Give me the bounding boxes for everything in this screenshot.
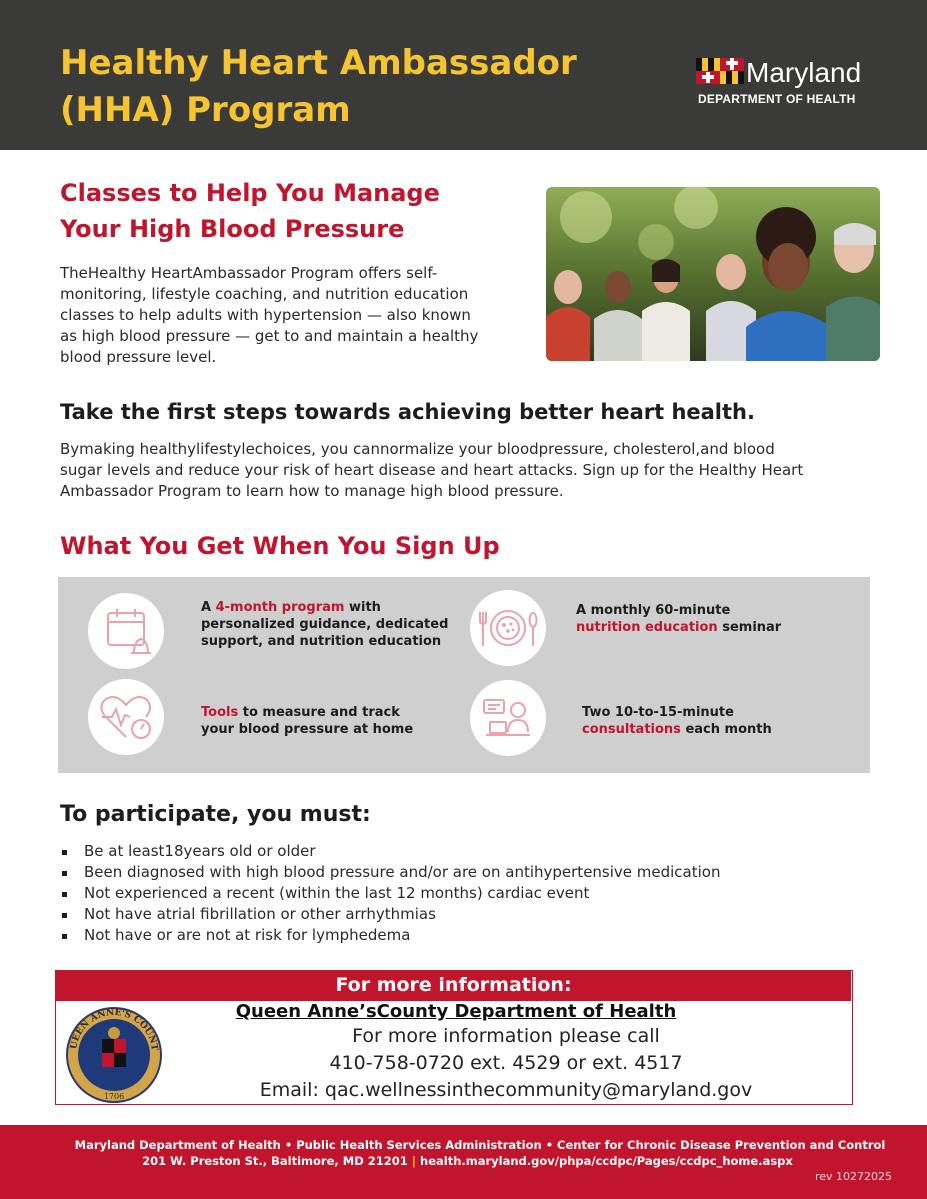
revision-label: rev 10272025 bbox=[814, 1170, 892, 1183]
plate-utensils-icon bbox=[470, 590, 546, 666]
requirements-list bbox=[60, 841, 720, 946]
participate-heading: To participate, you must: bbox=[60, 802, 371, 827]
county-department-name: Queen Anne’sCounty Department of Health bbox=[235, 1001, 677, 1022]
program-intro: TheHealthy HeartAmbassador Program offers self- monitoring, lifestyle coaching, and nutrition education classes to help adults with hypertension — also known as high blood pressure — get to and maintain a healthy blood pressure level. bbox=[60, 264, 479, 366]
maryland-health-logo: Maryland DEPARTMENT OF HEALTH bbox=[698, 57, 862, 106]
list-item: Be at least18years old or older bbox=[60, 841, 720, 862]
benefits-heading: What You Get When You Sign Up bbox=[60, 532, 500, 560]
call-prompt: For more information please call bbox=[352, 1025, 660, 1047]
footer-url-link[interactable]: health.maryland.gov/phpa/ccdpc/Pages/ccdpc_home.aspx bbox=[420, 1154, 793, 1168]
page-footer bbox=[0, 1125, 927, 1199]
benefit-consultation-text: Two 10-to-15-minute consultations each month bbox=[582, 705, 772, 737]
classes-heading: Classes to Help You Manage Your High Blood Pressure bbox=[60, 179, 440, 243]
benefit-nutrition-text: A monthly 60-minute nutrition education seminar bbox=[576, 603, 782, 635]
benefit-program-text: A 4-month program with personalized guidance, dedicated support, and nutrition education bbox=[201, 600, 449, 649]
steps-body: Bymaking healthylifestylechoices, you cannormalize your bloodpressure, cholesterol,and blood sugar levels and reduce your risk of heart disease and heart attacks. Sign up for the Healthy Heart Ambassador Program to learn how to manage high blood pressure. bbox=[60, 440, 804, 500]
calendar-bell-icon bbox=[88, 593, 164, 669]
contact-info-box bbox=[55, 970, 853, 1105]
list-item: Not have or are not at risk for lymphedema bbox=[60, 925, 720, 946]
list-item: Not experienced a recent (within the last 12 months) cardiac event bbox=[60, 883, 720, 904]
svg-text:QUEEN ANNE'S COUNTY: UEEN ANNE'S COUNT bbox=[69, 1007, 160, 1052]
phone-number: 410-758-0720 ext. 4529 or ext. 4517 bbox=[329, 1052, 683, 1074]
group-photo bbox=[546, 187, 880, 361]
footer-org-line: Maryland Department of Health • Public Health Services Administration • Center for Chronic Disease Prevention and Control bbox=[74, 1138, 886, 1152]
benefit-tools-text: Tools to measure and track your blood pressure at home bbox=[201, 705, 414, 737]
consultation-icon bbox=[470, 680, 546, 756]
maryland-flag-icon bbox=[696, 58, 744, 84]
list-item: Been diagnosed with high blood pressure and/or are on antihypertensive medication bbox=[60, 862, 720, 883]
heart-monitor-icon bbox=[88, 679, 164, 755]
email-address: Email: qac.wellnessinthecommunity@maryland.gov bbox=[259, 1079, 753, 1101]
page-header bbox=[0, 0, 927, 150]
benefits-panel bbox=[58, 577, 870, 773]
svg-text:1706: 1706 bbox=[103, 1092, 125, 1101]
steps-heading: Take the first steps towards achieving better heart health. bbox=[60, 400, 755, 424]
footer-address-line: 201 W. Preston St., Baltimore, MD 21201 | health.maryland.gov/phpa/ccdpc/Pages/ccdpc_home.aspx bbox=[142, 1154, 793, 1168]
list-item: Not have atrial fibrillation or other arrhythmias bbox=[60, 904, 720, 925]
county-seal bbox=[62, 1005, 166, 1105]
info-heading: For more information: bbox=[56, 971, 851, 1001]
program-title: Healthy Heart Ambassador (HHA) Program bbox=[60, 43, 577, 130]
